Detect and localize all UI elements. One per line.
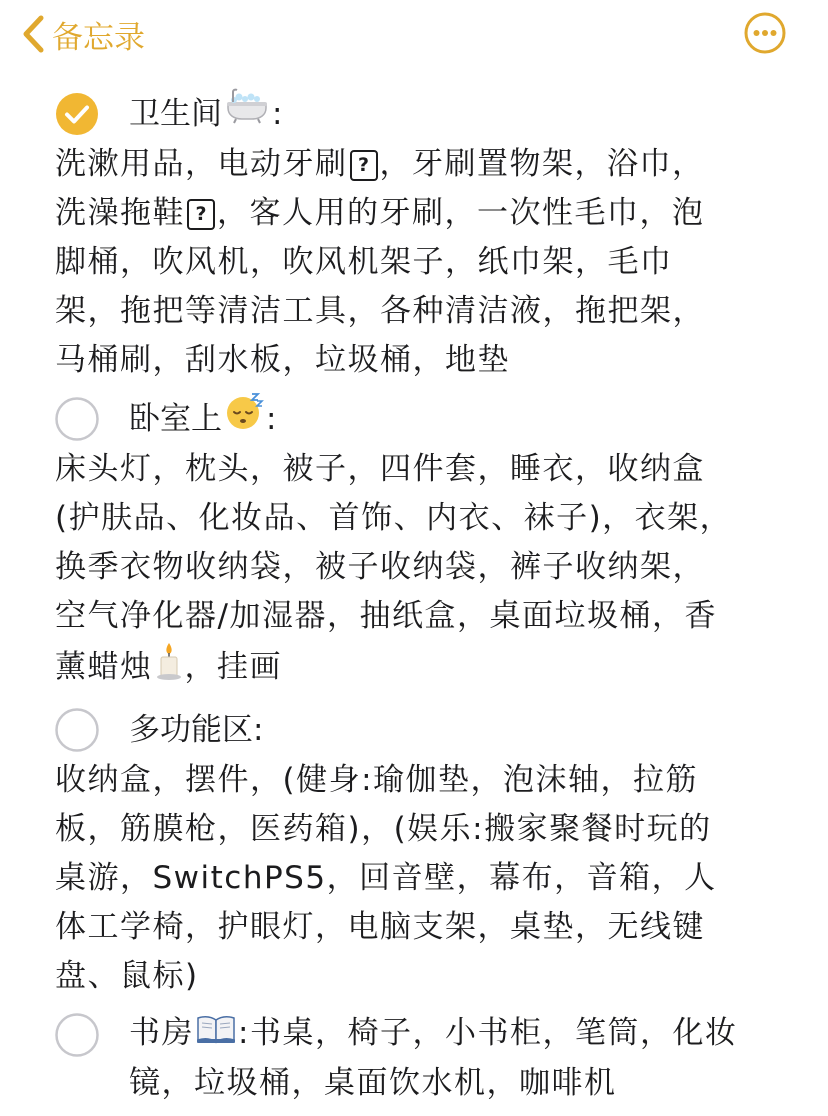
ellipsis-circle-icon [744, 12, 786, 54]
sleeping-face-icon [224, 391, 264, 447]
section-title-suffix: : [266, 401, 277, 437]
section-title: 多功能区: [129, 712, 264, 748]
empty-circle-icon [55, 1013, 99, 1057]
checklist-item-bathroom [55, 88, 785, 140]
navigation-bar [0, 0, 828, 68]
body-text-part: 床头灯，枕头，被子，四件套，睡衣，收纳盒 (护肤品、化妆品、首饰、内衣、袜子)，衣架， 换季衣物收纳袋，被子收纳袋，裤子收纳架， 空气净化器/加湿器，抽纸盒，桌面垃圾桶，香 薰蜡烛 [55, 451, 733, 685]
body-text-part: ，挂画 [184, 649, 282, 685]
body-text-part: ，客人用的牙刷，一次性毛巾，泡 脚桶，吹风机，吹风机架子，纸巾架，毛巾 架，拖把等清洁工具，各种清洁液，拖把架， 马桶刷，刮水板，垃圾桶，地垫 [55, 195, 705, 378]
note-content[interactable] [55, 88, 785, 1116]
chevron-left-icon [22, 15, 44, 53]
checklist-section-multifunction [55, 704, 785, 1001]
back-button[interactable] [22, 12, 145, 56]
open-book-icon [196, 1010, 236, 1059]
checkbox-unchecked[interactable] [55, 1013, 99, 1057]
missing-glyph-icon: ? [187, 199, 215, 230]
checklist-section-bedroom [55, 393, 785, 696]
checkbox-checked[interactable] [55, 92, 99, 136]
section-title: 卫生间 [129, 96, 222, 132]
checkbox-unchecked[interactable] [55, 708, 99, 752]
checklist-section-study [55, 1009, 785, 1108]
body-text-part: ，牙刷置物架，浴巾， 洗澡拖鞋 [55, 146, 705, 231]
checkbox-unchecked[interactable] [55, 397, 99, 441]
checklist-item-bedroom [55, 393, 785, 445]
body-text-part: :书桌，椅子，小书柜，笔筒，化妆 镜，垃圾桶，桌面饮水机，咖啡机 [129, 1015, 738, 1101]
section-title: 书房 [129, 1015, 194, 1051]
section-body-bathroom [55, 140, 785, 385]
empty-circle-icon [55, 708, 99, 752]
section-body-multifunction: 收纳盒，摆件，(健身:瑜伽垫，泡沫轴，拉筋 板，筋膜枪，医药箱)，(娱乐:搬家聚餐时玩的 桌游，SwitchPS5，回音壁，幕布，音箱，人 体工学椅，护眼灯，电脑支架，桌垫，无线键 盘、鼠标) [55, 762, 717, 994]
empty-circle-icon [55, 397, 99, 441]
candle-icon [155, 641, 183, 696]
section-title-suffix: : [272, 96, 283, 132]
checklist-item-multifunction [55, 704, 785, 756]
section-body-study [129, 1009, 737, 1108]
bathtub-icon [224, 88, 270, 140]
section-title: 卧室上 [129, 401, 222, 437]
checklist-section-bathroom [55, 88, 785, 385]
checkmark-circle-icon [55, 92, 99, 136]
section-body-bedroom [55, 445, 785, 696]
more-options-button[interactable] [744, 12, 786, 54]
missing-glyph-icon: ? [350, 150, 378, 181]
body-text-part: 洗漱用品，电动牙刷 [55, 146, 348, 182]
back-label: 备忘录 [52, 19, 145, 56]
checklist-item-study [55, 1009, 785, 1108]
